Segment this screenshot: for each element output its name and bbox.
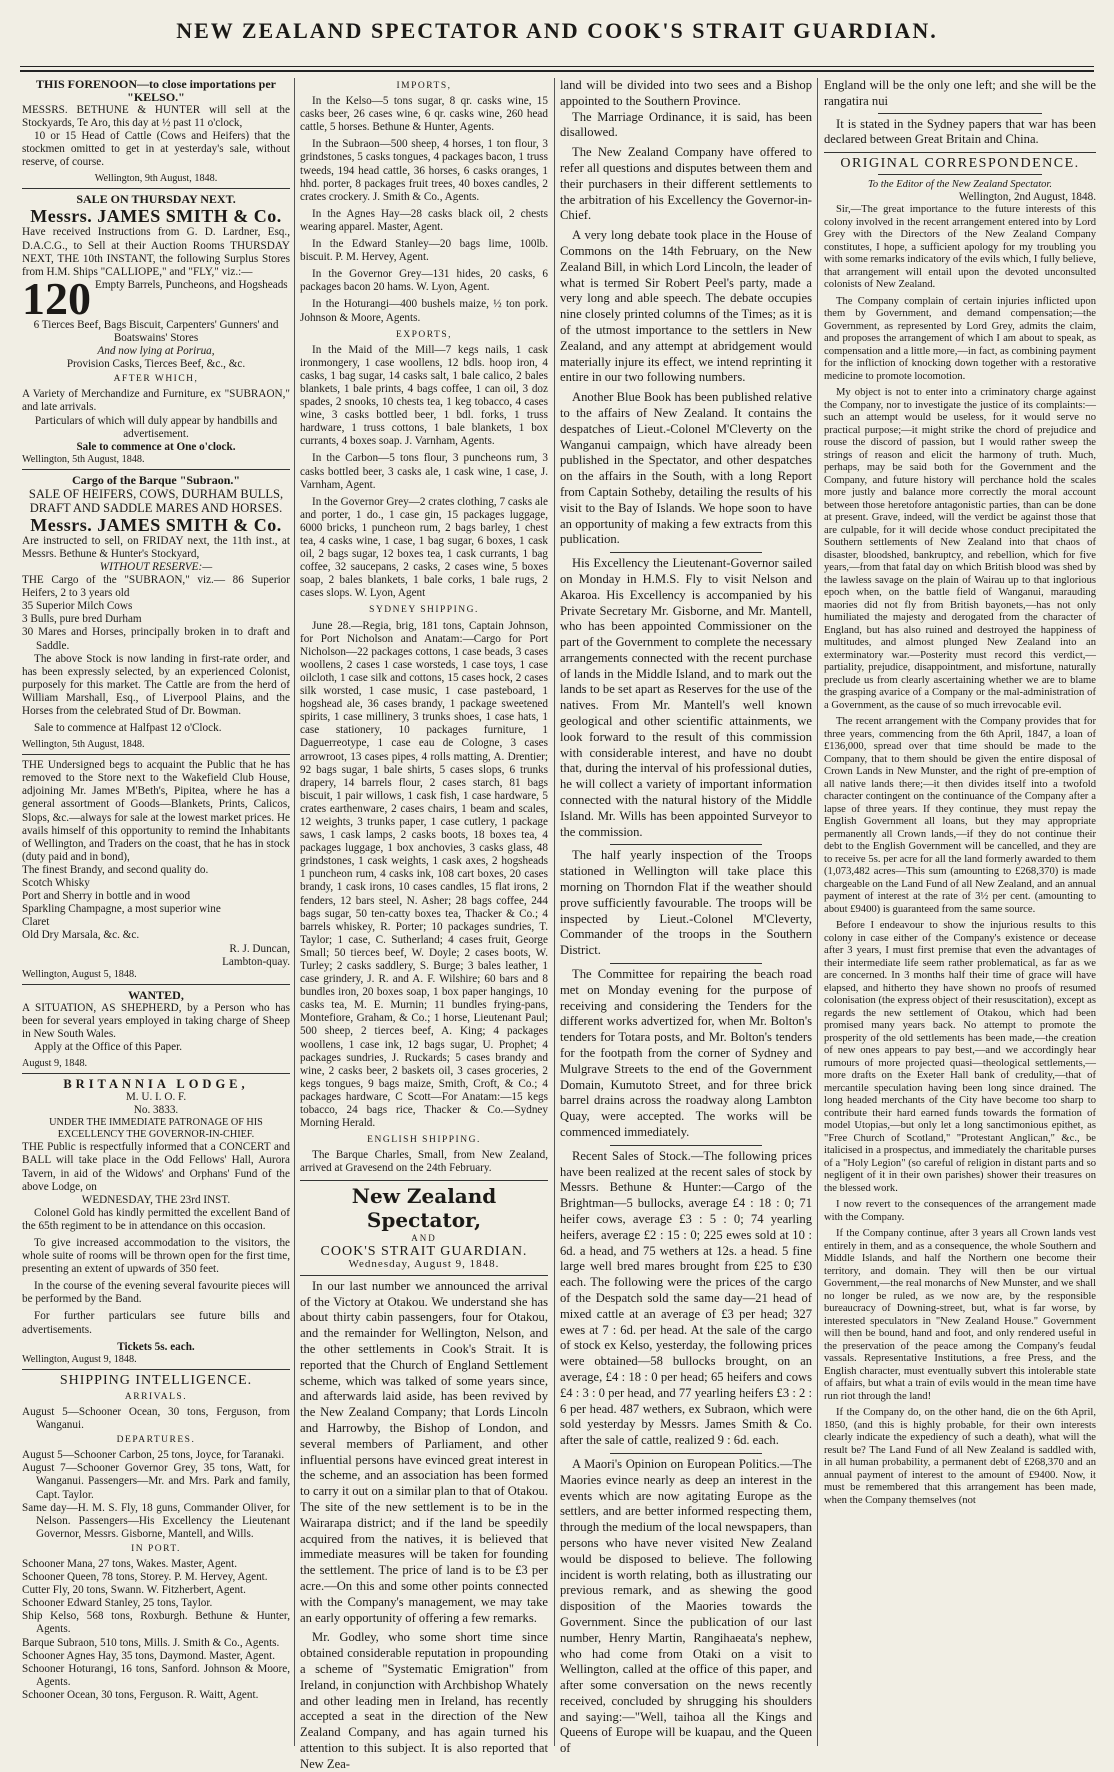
news-paragraph: The Committee for repairing the beach road met on Monday evening for the purpose of receiving and considering the Tenders for the different works advertized for, when Mr. Bolton's tenders for Totara posts, and Mr. Bolton's tenders for the footpath from the corner of Sydney and Mulgrave Streets to the end of the Government Domain, Kumutoto Street, and for three brick barrel drains across the roadway along Lambton Quay, were accepted. The works will be commenced immediately.: [560, 967, 812, 1139]
shipping-entry: Schooner Queen, 78 tons, Storey. P. M. Hervey, Agent.: [22, 1571, 268, 1584]
divider: [610, 963, 761, 964]
stock-item: 35 Superior Milch Cows: [22, 600, 133, 613]
news-paragraph: It is stated in the Sydney papers that war has been declared between Great Britain and China.: [824, 116, 1096, 147]
ad-title: THIS FORENOON—to close importations per "KELSO.": [36, 77, 276, 104]
ad-body: Particulars of which will duly appear by handbills and advertisement.: [34, 414, 278, 440]
divider: [300, 1180, 548, 1181]
lodge-number: No. 3833.: [133, 1104, 179, 1117]
column-3: [560, 78, 812, 1756]
ad-body: The above Stock is now landing in first-rate order, and has been expressly selected, by an experienced Colonist, purposely for this market. The Cattle are from the herd of William Marshall, Esq., of Liverpool Plains, and the Horses from the celebrated Stud of Dr. Bowman.: [22, 652, 290, 717]
column-divider: [554, 78, 555, 1746]
import-entry: In the Edward Stanley—20 bags lime, 100lb. biscuit. P. M. Hervey, Agent.: [300, 238, 548, 264]
stock-list: [22, 272, 290, 324]
ad-body: Are instructed to sell, on FRIDAY next, the 11th inst., at Messrs. Bethune & Hunter's Stockyard,: [22, 534, 290, 560]
editorial: [300, 1279, 548, 1772]
ad-body: To give increased accommodation to the visitors, the whole suite of rooms will be thrown open for the first time, presenting an extent of upwards of 350 feet.: [22, 1237, 290, 1276]
shipping-entry: August 5—Schooner Carbon, 25 tons, Joyce, for Taranaki.: [22, 1449, 285, 1462]
section-title: ORIGINAL CORRESPONDENCE.: [840, 156, 1080, 172]
divider: [878, 174, 1041, 175]
divider: [610, 844, 761, 845]
stock-item: Scotch Whisky: [22, 877, 90, 890]
ad-date: Wellington, 5th August, 1848.: [22, 453, 145, 465]
column-divider: [817, 78, 818, 1746]
news-paragraph: His Excellency the Lieutenant-Governor sailed on Monday in H.M.S. Fly to visit Nelson and Akaroa. His Excellency is accompanied by his Private Secretary Mr. Gisborne, and Mr. Mantell, who has been appointed Commissioner on the part of the Government to complete the necessary arrangements connected with the recent purchase of lands in the Middle Island, and to mark out the lands to be set apart as Reserves for the use of the natives. From Mr. Mantell's well known geological and other scientific attainments, we look forward to the result of this commission with considerable interest, and have no doubt that, during the interval of his professional duties, he will collect a variety of important information connected with the natural history of the Middle Island. Mr. Wills has been appointed Surveyor to the commission.: [560, 556, 812, 839]
import-entry: In the Subraon—500 sheep, 4 horses, 1 ton flour, 3 grindstones, 5 casks tongues, 4 packages bacon, 1 truss tweeds, 194 head cattle, 36 horses, 6 casks oranges, 1 hhd. porter, 8 packages fruit trees, 40 boxes candles, 2 crates crockery. J. Smith & Co., Agents.: [300, 138, 548, 203]
export-entry: In the Carbon—5 tons flour, 3 puncheons rum, 3 casks bottled beer, 3 casks ale, 1 cask wine, 1 case, J. Varnham, Agent.: [300, 452, 548, 491]
ad-date: Wellington, August 9, 1848.: [22, 1353, 137, 1365]
stock-item: Sparkling Champagne, a most superior wine: [22, 903, 221, 916]
ad-date: Wellington, August 5, 1848.: [22, 968, 137, 980]
shipping-entry: Cutter Fly, 20 tons, Swann. W. Fitzherbert, Agent.: [22, 1584, 246, 1597]
ad-title: Cargo of the Barque "Subraon.": [71, 472, 241, 487]
quantity-number: 120: [22, 272, 91, 324]
firm-name: Messrs. JAMES SMITH & Co.: [30, 206, 282, 227]
news-paragraph: A Maori's Opinion on European Politics.—The Maories evince nearly as deep an interest in the events which are now agitating Europe as the settlers, and are better informed respecting them, through the medium of the local newspapers, than persons who have never visited New Zealand would be disposed to believe. The following incident is worth relating, both as illustrating our previous remark, and as shewing the good disposition of the Maories towards the Government. Since the publication of our last number, Henry Martin, Rangihaeata's nephew, who had come from Otaki on a visit to Wellington, called at the office of this paper, and after some conversation on the news recently received, concluded by shrugging his shoulders and saying:—"Well, taihoa all the Kings and Queens of Europe will be kuapau, and the Queen of: [560, 1456, 812, 1756]
stock-item: Port and Sherry in bottle and in wood: [22, 890, 191, 903]
signature-address: Lambton-quay.: [222, 955, 290, 968]
advertisement-subraon-cargo: [22, 474, 290, 755]
ad-title: BRITANNIA LODGE,: [63, 1077, 249, 1092]
ad-title: SALE ON THURSDAY NEXT.: [76, 192, 236, 207]
news-paragraph: A very long debate took place in the House of Commons on the 14th February, on the New Zealand Bill, in which Lord Lincoln, the leader of what is termed Sir Robert Peel's party, made a very long and able speech. The debate occupies nine closely printed columns of the Times; as it is of the utmost importance to the settlers in New Zealand, and any attempt at abridgement would materially injure its effect, we intend reprinting it entire in our two following numbers.: [560, 228, 812, 385]
ad-date: August 9, 1848.: [22, 1058, 88, 1070]
exports-heading: EXPORTS,: [395, 329, 453, 340]
firm-name: Messrs. JAMES SMITH & Co.: [30, 514, 282, 535]
advertisement-thursday-sale: [22, 193, 290, 469]
shipping-entry: Schooner Edward Stanley, 25 tons, Taylor.: [22, 1597, 213, 1610]
news-paragraph: The New Zealand Company have offered to refer all questions and disputes between them and their purchasers in their different settlements to the arbitration of his Excellency the Governor-in-Chief.: [560, 145, 812, 223]
stock-item: Provision Casks, Tierces Beef, &c., &c.: [66, 358, 246, 371]
letter-dateline: Wellington, 2nd August, 1848.: [958, 191, 1096, 204]
import-entry: In the Kelso—5 tons sugar, 8 qr. casks wine, 15 casks beer, 26 cases wine, 6 qr. casks wine, 260 head cattle, 5 horses. Bethune & Hunter, Agents.: [300, 95, 548, 134]
advertisement-britannia-lodge: [22, 1078, 290, 1370]
letter-paragraph: If the Company continue, after 3 years all Crown lands vest entirely in them, and as a consequence, the whole Southern and Middle Islands, and half the Northern one become their territory, and domain. They will then be our virtual Government,—the real monarchs of New Munster, and we shall no longer be ruled, as we now are, by the responsible bureaucracy of Downing-street, but, what is far worse, by interested speculators in "New Zealand House." Government will then be bound, hand and foot, and only rendered useful in the preservation of the peace among the Company's feudal vassals. Representative Institutions, a free Press, and the English character, must eventually subvert this intolerable state of affairs, but what a train of evils would in the mean time have run riot through the land!: [824, 1228, 1096, 1402]
news-paragraph: land will be divided into two sees and a Bishop appointed to the Southern Province.: [560, 78, 812, 108]
paper-title: New Zealand Spectator,: [351, 1183, 497, 1232]
ad-body: 10 or 15 Head of Cattle (Cows and Heifers) that the stockmen omitted to get in at yesterday's sale, without reserve, of course.: [22, 130, 290, 169]
tickets: Tickets 5s. each.: [117, 1340, 195, 1353]
letter-paragraph: My object is not to enter into a criminatory charge against the Company, nor to investigate the justice of its complaints:—such an attempt would be useless, for it would serve no practical purpose;—it might strike the chord of prejudice and rouse the discord of passion, but I would rather sweep the strings of reason and elicit the harmony of truth. Much, perhaps, may be said both for the Government and the Company, and future history will perchance hold the scales more justly and balance more correctly the moral account between those heretofore antagonistic parties, than can be done at present. Grave, indeed, will the verdict be against those that are culpable, for it will decide whose conduct precipitated the Southern settlements of New Zealand into that chaos of disaster, bloodshed, bankruptcy, and rebellion, which for five years,—from that fatal day on which British blood was shed by the lawless savage on the plain of Wairau up to that inglorious epoch when, on the battle field of Wanganui, marauding maories did not fly from British bayonets,—has not only humiliated the majesty and derogated from the character of England, but has also ruined and destroyed the happiness of multitudes, and almost plunged New Zealand into an exterminatory war.—Posterity must record this verdict,—partiality, prejudice, disappointment, and misfortune, naturally preclude us from clearly ascertaining whether we are to blame the grasping avarice of a Company or the mal-administration of a Government, as the cause of so much irrevocable evil.: [824, 387, 1096, 711]
section-title: SHIPPING INTELLIGENCE.: [59, 1372, 253, 1388]
divider: [610, 1453, 761, 1454]
ad-body: THE Undersigned begs to acquaint the Public that he has removed to the Store next to the Wakefield Club House, adjoining Mr. James M'Beth's, Pipitea, where he has a general assortment of Goods—Blankets, Prints, Calicos, Slops, &c.—always for sale at the lowest market prices. He avails himself of this opportunity to remind the Inhabitants of Wellington, and Traders on the coast, that he has in stock (duty paid and in bond),: [22, 759, 290, 863]
import-entry: In the Governor Grey—131 hides, 20 casks, 6 packages bacon 20 hams. W. Lyon, Agent.: [300, 268, 548, 294]
news-paragraph: The half yearly inspection of the Troops stationed in Wellington will take place this morning on Thorndon Flat if the weather should prove sufficiently favourable. The troops will be inspected by Lieut.-Colonel M'Cleverty, Commander of the troops in the Southern District.: [560, 848, 812, 958]
ad-body: For further particulars see future bills and advertisements.: [22, 1310, 290, 1336]
ad-body: Sale to commence at Halfpast 12 o'Clock.: [34, 722, 222, 735]
sydney-shipping-text: June 28.—Regia, brig, 181 tons, Captain Johnson, for Port Nicholson and Anatam:—Cargo for Port Nicholson—22 packages cottons, 1 case beads, 3 cases woollens, 2 cases 1 case worsteds, 1 case toys, 1 case oilcloth, 1 case silk and cottons, 15 cases hock, 2 cases silk worsted, 1 case music, 1 case pasteboard, 1 hogshead ale, 36 cases brandy, 1 package sweetened spirits, 1 case millinery, 3 trunks shoes, 1 case hats, 1 case stationery, 10 packages furniture, 1 Daguerreotype, 1 case eau de Cologne, 3 cases arrowroot, 13 cases pipes, 4 rolls matting, A. Drentier; 92 bags sugar, 1 bale shirts, 5 cases slops, 6 trunks drapery, 14 barrels flour, 2 cases starch, 81 bags biscuit, 1 pair willows, 1 cask fish, 1 case hardware, 5 crates earthenware, 2 cases chairs, 1 beam and scales, 12 weights, 3 trunks paper, 1 case cutlery, 1 package saws, 1 cask lamps, 2 casks boots, 18 boxes tea, 4 packages luggage, 1 box anchovies, 3 casks glass, 48 grindstones, 1 cask weights, 1 cask axes, 2 hogsheads 1 puncheon rum, 4 casks ink, 108 cart boxes, 20 cases brandy, 1 cask irons, 10 cases candles, 15 flat irons, 2 fenders, 12 bars steel, N. Asher; 28 bags coffee, 244 bags sugar, 50 ten-catty boxes tea, Thacker & Co.; 4 barrels whiskey, R. Porter; 10 packages sundries, T. Taylor; 1 case, C. Sutherland; 4 cases fruit, George Small; 50 tierces beef, W. Doyle; 2 cases boots, W. Turley; 2 casks saddlery, S. Burge; 3 bales leather, 1 case grindery, J. R. and A. F. Wilshire; 60 bars and 8 bundles iron, 20 boxes soap, 1 box paper hangings, 10 casks tea, M. E. Murnin; 11 bundles frying-pans, Montefiore, Graham, & Co.; 1 horse, Lieutenant Paul; 500 sheep, 2 tierces beef, A. King; 4 packages woollens, 1 case ink, 12 bags sugar, U. Prophet; 4 packages sundries, J. Ruckards; 5 cases brandy and wine, 2 casks beer, 2 baskets oil, 3 cases groceries, 2 kegs tongues, 9 bags maize, Smith, Croft, & Co.; 4 packages hardware, C Scott—For Anatam:—15 kegs tobacco, 24 bags rice, Thacker & Co.—Sydney Morning Herald.: [300, 619, 548, 1130]
letter-paragraph: The recent arrangement with the Company provides that for three years, commencing from the 6th April, 1847, a loan of £136,000, spread over that time should be made to the Company, that to them should be given the entire disposal of Crown Lands in New Munster, and the right of pre-emption of all native lands there;—it then divides itself into a twofold character contingent on the continuance of the Company after a lapse of three years. If they continue, they must repay the English Government all loans, but they may appropriate permanently all Crown lands,—if they do not continue their debt to the English Government will be cancelled, and they are to receive 5s. per acre for all the land formerly awarded to them (1,073,482 acres—This sum (amounting to £268,370) is made chargeable on the Land Fund of all New Zealand, and an annual payment of interest at the rate of 3½ per cent. (amounting to about £9400) is guaranteed from the same source.: [824, 716, 1096, 915]
ad-body: MESSRS. BETHUNE & HUNTER will sell at the Stockyards, Te Aro, this day at ½ past 11 o'clock,: [22, 104, 290, 130]
stock-item: And now lying at Porirua,: [97, 345, 215, 358]
stock-item: Claret: [22, 916, 50, 929]
shipping-entry: Schooner Hoturangi, 16 tons, Sanford. Johnson & Moore, Agents.: [22, 1662, 290, 1688]
column-1: [22, 78, 290, 1746]
arrivals-heading: ARRIVALS.: [124, 1391, 188, 1402]
event-date: WEDNESDAY, THE 23rd INST.: [81, 1193, 231, 1206]
masthead-rule-double: [20, 70, 1094, 72]
ad-date: Wellington, 5th August, 1848.: [22, 739, 145, 751]
ad-body: In the course of the evening several favourite pieces will be performed by the Band.: [22, 1280, 290, 1306]
shipping-entry: Schooner Ocean, 30 tons, Ferguson. R. Waitt, Agent.: [22, 1688, 259, 1701]
shipping-intelligence: [22, 1374, 290, 1702]
ad-body: Apply at the Office of this Paper.: [34, 1040, 182, 1053]
ad-body: A SITUATION, AS SHEPHERD, by a Person who has been for several years employed in taking charge of Sheep in New South Wales.: [22, 1001, 290, 1040]
letter-paragraph: The Company complain of certain injuries inflicted upon them by Government, and demand compensation;—the Government, as represented by Lord Grey, admits the claim, and proposes the arrangement of which I am about to speak, as compensation and a little more,—in fact, as combining payment for the infliction of knocking down together with a restorative medicine to promote locomotion.: [824, 295, 1096, 382]
ad-body: Colonel Gold has kindly permitted the excellent Band of the 65th regiment to be in attendance on this occasion.: [22, 1206, 290, 1232]
shipping-entry: Same day—H. M. S. Fly, 18 guns, Commander Oliver, for Nelson. Passengers—His Excellency the Lieutenant Governor, Messrs. Gisborne, Mantell, and Wills.: [22, 1501, 290, 1540]
divider: [824, 152, 1096, 153]
editorial-paragraph: In our last number we announced the arrival of the Victory at Otakou. We understand she has about thirty cabin passengers, four for Otakou, and the remainder for Wellington, Nelson, and the other settlements in Cook's Strait. It is reported that the Church of England Settlement scheme, which was talked of some years since, and afterwards laid aside, has been revived by the New Zealand Company; that Lords Lincoln and Harrowby, the Bishop of London, and several members of Parliament, and other influential persons have evinced great interest in the scheme, and an association has been formed to carry it out on a similar plan to that of Otakou. The site of the new settlement is to be in the Wairarapa district; and if the land be speedily acquired from the natives, it is believed that immediate measures will be taken for founding the settlement. The price of land is to be £3 per acre.—On this and some other points connected with the Company's management, we may take an early opportunity of offering a few remarks.: [300, 1278, 548, 1625]
news-paragraph: Recent Sales of Stock.—The following prices have been realized at the recent sales of stock by Messrs. Bethune & Hunter:—Cargo of the Brightman—5 bullocks, average £4 : 18 : 0; 71 heifer cows, average £3 : 5 : 0; 74 yearling heifers, average £2 : 15 : 0; 225 ewes sold at 10 : 6d. a head, and 75 wethers at 12s. a head. 5 fine large well bred mares brought from £25 to £30 each. The following were the prices of the cargo of the Despatch sold the same day—21 head of mixed cattle at an average of £3 per head; 327 ewes at 7 : 6d. per head. At the sale of the cargo of stock ex Kelso, yesterday, the following prices were obtained—58 bullocks brought, on an average, £4 : 18 : 0 per head; 65 heifers and cows £4 : 3 : 0 per head, and 77 yearling heifers £3 : 2 : 6 per head. 487 wethers, ex Subraon, which were sold yesterday by Messrs. James Smith & Co. after the sale of cattle, realized 9 : 6d. each.: [560, 1148, 812, 1448]
departures-heading: DEPARTURES.: [116, 1435, 196, 1446]
advertisement-wanted: [22, 989, 290, 1074]
ad-body: A Variety of Merchandize and Furniture, ex "SUBRAON," and late arrivals.: [22, 388, 290, 414]
patronage: UNDER THE IMMEDIATE PATRONAGE OF HIS EXCELLENCY THE GOVERNOR-IN-CHIEF.: [49, 1117, 263, 1141]
paper-and: AND: [411, 1232, 437, 1243]
export-entry: In the Governor Grey—2 crates clothing, 7 casks ale and porter, 1 do., 1 case gin, 15 packages luggage, 6000 bricks, 1 puncheon rum, 2 bags barley, 1 chest tea, 4 casks wine, 1 case, 1 bag sugar, 6 boxes, 1 cask oil, 2 bags sugar, 12 boxes tea, 1 cask currants, 1 bag coffee, 32 saucepans, 2 casks, 2 cases wine, 5 boxes soap, 2 bales blankets, 1 bale corks, 1 bale rugs, 2 cases slops. W. Lyon, Agent: [300, 495, 548, 600]
shipping-entry: Schooner Mana, 27 tons, Wakes. Master, Agent.: [22, 1557, 238, 1570]
advertisement-kelso-sale: [22, 78, 290, 189]
divider: [300, 1275, 548, 1276]
in-port-heading: IN PORT.: [131, 1543, 181, 1554]
english-shipping-heading: ENGLISH SHIPPING.: [367, 1135, 481, 1146]
english-shipping-text: The Barque Charles, Small, from New Zealand, arrived at Gravesend on the 24th February.: [300, 1149, 548, 1175]
divider: [610, 1145, 761, 1146]
letter-paragraph: Sir,—The great importance to the future interests of this colony involved in the recent arrangement entered into by Lord Grey with the Directors of the New Zealand Company constitutes, I hope, a sufficient apology for my troubling you with some remarks indicatory of the evils which, I fully believe, that arrangement will entail upon the devoted unconsulted colonists of New Zealand.: [824, 204, 1096, 291]
column-4: [824, 78, 1096, 1746]
imports-heading: IMPORTS,: [396, 81, 452, 91]
sale-commence: Sale to commence at One o'clock.: [76, 440, 236, 453]
masthead: NEW ZEALAND SPECTATOR AND COOK'S STRAIT GUARDIAN.: [176, 18, 938, 43]
divider: [610, 552, 761, 553]
signature: R. J. Duncan,: [229, 942, 290, 955]
stock-item: Old Dry Marsala, &c. &c.: [22, 929, 140, 942]
shipping-entry: Barque Subraon, 510 tons, Mills. J. Smith & Co., Agents.: [22, 1636, 280, 1649]
masthead-rule: [20, 66, 1094, 67]
stock-item: The finest Brandy, and second quality do.: [22, 863, 209, 876]
letter-addressee: To the Editor of the New Zealand Spectator.: [868, 179, 1052, 191]
news-paragraph: Another Blue Book has been published relative to the affairs of New Zealand. It contains the despatches of Lieut.-Colonel M'Cleverty on the Wanganui campaign, which have already been published in the Spectator, and other despatches on the affairs in the South, with a long Report from Captain Sotheby, detailing the results of his visit to the Bay of Islands. We hope soon to have an opportunity of making a few extracts from this publication.: [560, 390, 812, 547]
paper-date: Wednesday, August 9, 1848.: [348, 1257, 500, 1270]
reserve-notice: WITHOUT RESERVE:—: [99, 560, 213, 573]
sydney-shipping-heading: SYDNEY SHIPPING.: [369, 605, 479, 616]
shipping-entry: Ship Kelso, 568 tons, Roxburgh. Bethune & Hunter, Agents.: [22, 1610, 290, 1636]
export-entry: In the Maid of the Mill—7 kegs nails, 1 cask ironmongery, 1 case woollens, 12 bdls. hoop iron, 4 casks, 1 bag sugar, 14 casks salt, 1 bale calico, 2 bales blankets, 1 bale prints, 4 bags coffee, 1 can oil, 3 doz spades, 2 snooks, 10 chests tea, 1 keg tobacco, 4 cases wine, 3 casks bottled beer, 1 bdl. forks, 1 truss hardware, 1 truss cottons, 1 bale blankets, 1 box currants, 4 boxes soap. J. Varnham, Agents.: [300, 343, 548, 448]
ad-lead: SALE OF HEIFERS, COWS, DURHAM BULLS, DRAFT AND SADDLE MARES AND HORSES.: [28, 486, 284, 515]
shipping-entry: August 5—Schooner Ocean, 30 tons, Ferguson, from Wanganui.: [22, 1405, 290, 1432]
import-entry: In the Hoturangi—400 bushels maize, ½ ton pork. Johnson & Moore, Agents.: [300, 298, 548, 324]
ad-date: Wellington, 9th August, 1848.: [94, 173, 218, 185]
letter-paragraph: If the Company do, on the other hand, die on the 6th April, 1850, (and this is highly probable, for their own interests clearly indicate the expediency of such a death), what will the result be? The Land Fund of all New Zealand is saddled with, in all human probability, a permanent debt of £268,370 and an annual payment of interest to the amount of £9400. Now, it must be remembered that this arrangement has been made, when the Company themselves (not: [824, 1407, 1096, 1506]
letter-body: [824, 204, 1096, 1507]
advertisement-duncan-store: [22, 759, 290, 985]
stock-item: 6 Tierces Beef, Bags Biscuit, Carpenters' Gunners' and Boatswains' Stores: [33, 318, 279, 344]
lodge-order: M. U. I. O. F.: [125, 1091, 187, 1104]
stock-item: Empty Barrels, Puncheons, and Hogsheads: [95, 278, 288, 291]
import-entry: In the Agnes Hay—28 casks black oil, 2 chests wearing apparel. Master, Agent.: [300, 207, 548, 233]
shipping-entry: Schooner Agnes Hay, 35 tons, Daymond. Master, Agent.: [22, 1649, 275, 1662]
editorial-paragraph: Mr. Godley, who some short time since obtained considerable reputation in propounding a scheme of "Systematic Emigration" from Ireland, in conjunction with Archbishop Whately and other leading men in Ireland, has recently accepted a seat in the direction of the New Zealand Company, and has again turned his attention to this subject. It is also reported that New Zea-: [300, 1630, 548, 1771]
column-divider: [294, 78, 295, 1746]
ad-body: THE Cargo of the "SUBRAON," viz.— 86 Superior Heifers, 2 to 3 years old: [22, 574, 290, 600]
paper-subtitle: COOK'S STRAIT GUARDIAN.: [320, 1243, 528, 1259]
news-paragraph: The Marriage Ordinance, it is said, has been disallowed.: [560, 109, 812, 140]
stock-item: 3 Bulls, pure bred Durham: [22, 613, 142, 626]
news-paragraph: England will be the only one left; and she will be the rangatira nui: [824, 78, 1096, 108]
ad-title: WANTED,: [128, 987, 184, 1002]
shipping-entry: August 7—Schooner Governor Grey, 35 tons, Watt, for Wanganui. Passengers—Mr. and Mrs. Park and family, Capt. Taylor.: [22, 1462, 290, 1501]
letter-paragraph: Before I endeavour to show the injurious results to this colony in case either of the Company's existence or decease after 3 years, I must first premise that even the advantages of their intermediate life seem rather problematical, as far as we are concerned. In 3 months half their time of grace will have elapsed, and hitherto they have shown no proofs of resumed colonisation (the express object of their resuscitation), except as regards the new settlement of Otakou, which had been promised many years back. No attempt to promote the prosperity of the old settlements has been made,—the creation of new ones appears to pay best,—and we accordingly hear rumours of more projected quasi—theological settlements,—more drafts on the Exeter Hall bank of credulity,—that of mercantile speculation having been long since drained. The long headed merchants of the City have become too sharp to contribute their hard earned funds towards the formation of model Utopias,—but only let a long sanctimonious epithet, as "Free Church of Scotland," "Protestant Anglican," &c., be italicised in a prospectus, and immediately the charitable purses of a "Holy Legion" (so careful of religion in distant parts and so negligent of it in their own parishes) shower their treasures on the blessed work.: [824, 920, 1096, 1194]
ad-body: THE Public is respectfully informed that a CONCERT and BALL will take place in the Odd Fellows' Hall, Aurora Tavern, in aid of the Widows' and Orphans' Fund of the above Lodge, on: [22, 1141, 290, 1193]
letter-paragraph: I now revert to the consequences of the arrangement made with the Company.: [824, 1199, 1096, 1223]
divider: [878, 113, 1041, 114]
ad-body: Have received Instructions from G. D. Lardner, Esq., D.A.C.G., to Sell at their Auction Rooms THURSDAY NEXT, THE 10th INSTANT, the following Surplus Stores from H.M. Ships "CALLIOPE," and "FLY," viz.:—: [22, 226, 290, 278]
after-which: AFTER WHICH,: [113, 374, 199, 385]
column-2: [300, 78, 548, 1771]
stock-item: 30 Mares and Horses, principally broken in to draft and Saddle.: [22, 626, 290, 652]
